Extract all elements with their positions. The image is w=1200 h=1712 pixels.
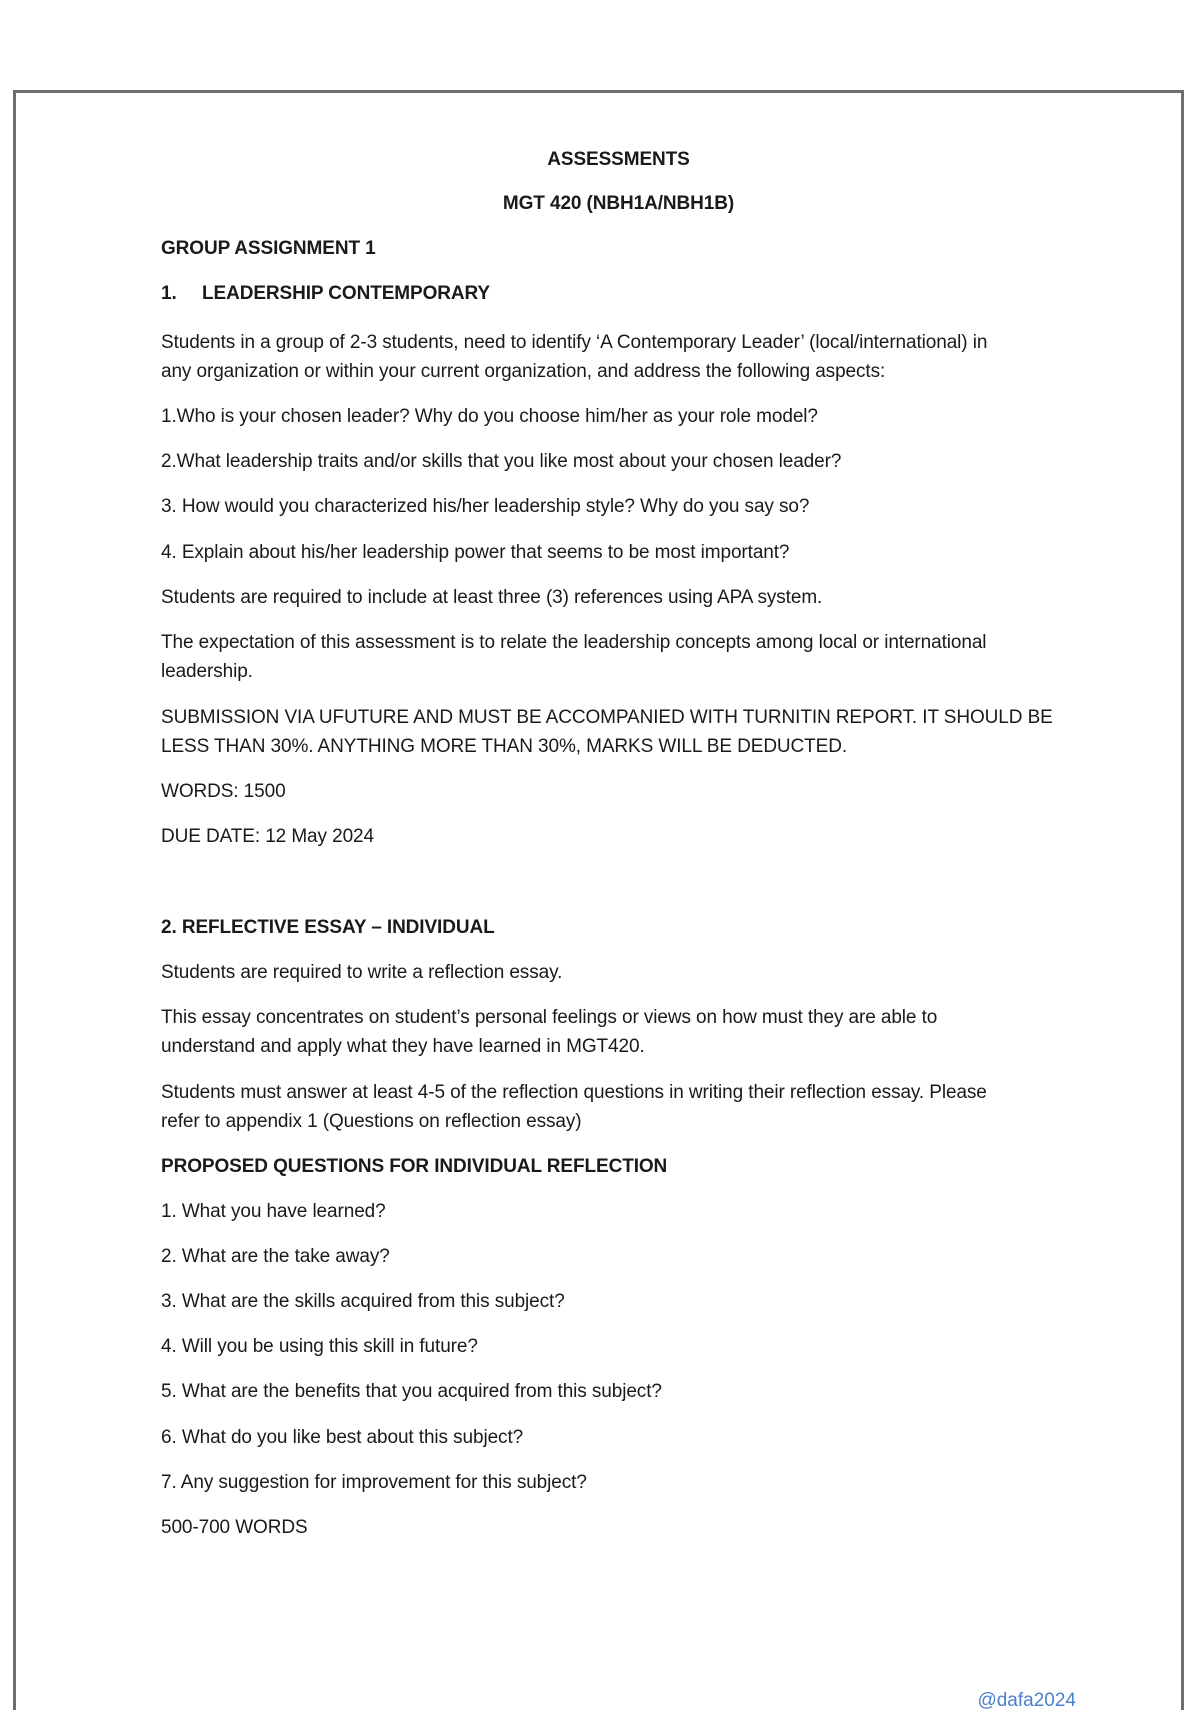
reflection-question: 1. What you have learned? — [161, 1201, 386, 1222]
questions-heading: PROPOSED QUESTIONS FOR INDIVIDUAL REFLECTION — [161, 1156, 668, 1177]
section2-answer-line2: refer to appendix 1 (Questions on reflection essay) — [161, 1111, 582, 1132]
page-frame — [13, 90, 1184, 1710]
section1-question: 2.What leadership traits and/or skills that you like most about your chosen leader? — [161, 451, 842, 472]
reflection-question: 4. Will you be using this skill in future? — [161, 1336, 478, 1357]
section1-title: LEADERSHIP CONTEMPORARY — [202, 283, 491, 304]
essay-word-count: 500-700 WORDS — [161, 1517, 308, 1538]
reflection-question: 3. What are the skills acquired from this subject? — [161, 1291, 565, 1312]
reflection-question: 7. Any suggestion for improvement for this subject? — [161, 1472, 587, 1493]
section1-intro-line2: any organization or within your current organization, and address the following aspects: — [161, 361, 886, 382]
section2-focus-line2: understand and apply what they have learned in MGT420. — [161, 1036, 645, 1057]
document-title: ASSESSMENTS — [547, 149, 690, 170]
word-limit: WORDS: 1500 — [161, 781, 286, 802]
reflection-question: 2. What are the take away? — [161, 1246, 390, 1267]
section2-heading: 2. REFLECTIVE ESSAY – INDIVIDUAL — [161, 917, 495, 938]
section2-answer-line1: Students must answer at least 4-5 of the reflection questions in writing their reflection essay. Please — [161, 1082, 987, 1103]
due-date: DUE DATE: 12 May 2024 — [161, 826, 374, 847]
section1-question: 3. How would you characterized his/her leadership style? Why do you say so? — [161, 496, 810, 517]
section2-focus-line1: This essay concentrates on student’s personal feelings or views on how must they are able to — [161, 1007, 938, 1028]
expectation-line2: leadership. — [161, 661, 253, 682]
reflection-question: 5. What are the benefits that you acquired from this subject? — [161, 1381, 662, 1402]
section1-question: 4. Explain about his/her leadership power that seems to be most important? — [161, 542, 790, 563]
section1-intro-line1: Students in a group of 2-3 students, need to identify ‘A Contemporary Leader’ (local/international) in — [161, 332, 988, 353]
course-code: MGT 420 (NBH1A/NBH1B) — [502, 193, 735, 214]
expectation-line1: The expectation of this assessment is to relate the leadership concepts among local or international — [161, 632, 987, 653]
group-assignment-heading: GROUP ASSIGNMENT 1 — [161, 238, 376, 259]
references-requirement: Students are required to include at least three (3) references using APA system. — [161, 587, 823, 608]
submission-line2: LESS THAN 30%. ANYTHING MORE THAN 30%, MARKS WILL BE DEDUCTED. — [161, 736, 848, 757]
section2-intro: Students are required to write a reflection essay. — [161, 962, 563, 983]
author-watermark: @dafa2024 — [977, 1690, 1076, 1711]
section1-number: 1. — [161, 283, 177, 304]
submission-line1: SUBMISSION VIA UFUTURE AND MUST BE ACCOMPANIED WITH TURNITIN REPORT. IT SHOULD BE — [161, 707, 1053, 728]
section1-question: 1.Who is your chosen leader? Why do you choose him/her as your role model? — [161, 406, 818, 427]
reflection-question: 6. What do you like best about this subject? — [161, 1427, 524, 1448]
section1-heading — [161, 279, 490, 308]
